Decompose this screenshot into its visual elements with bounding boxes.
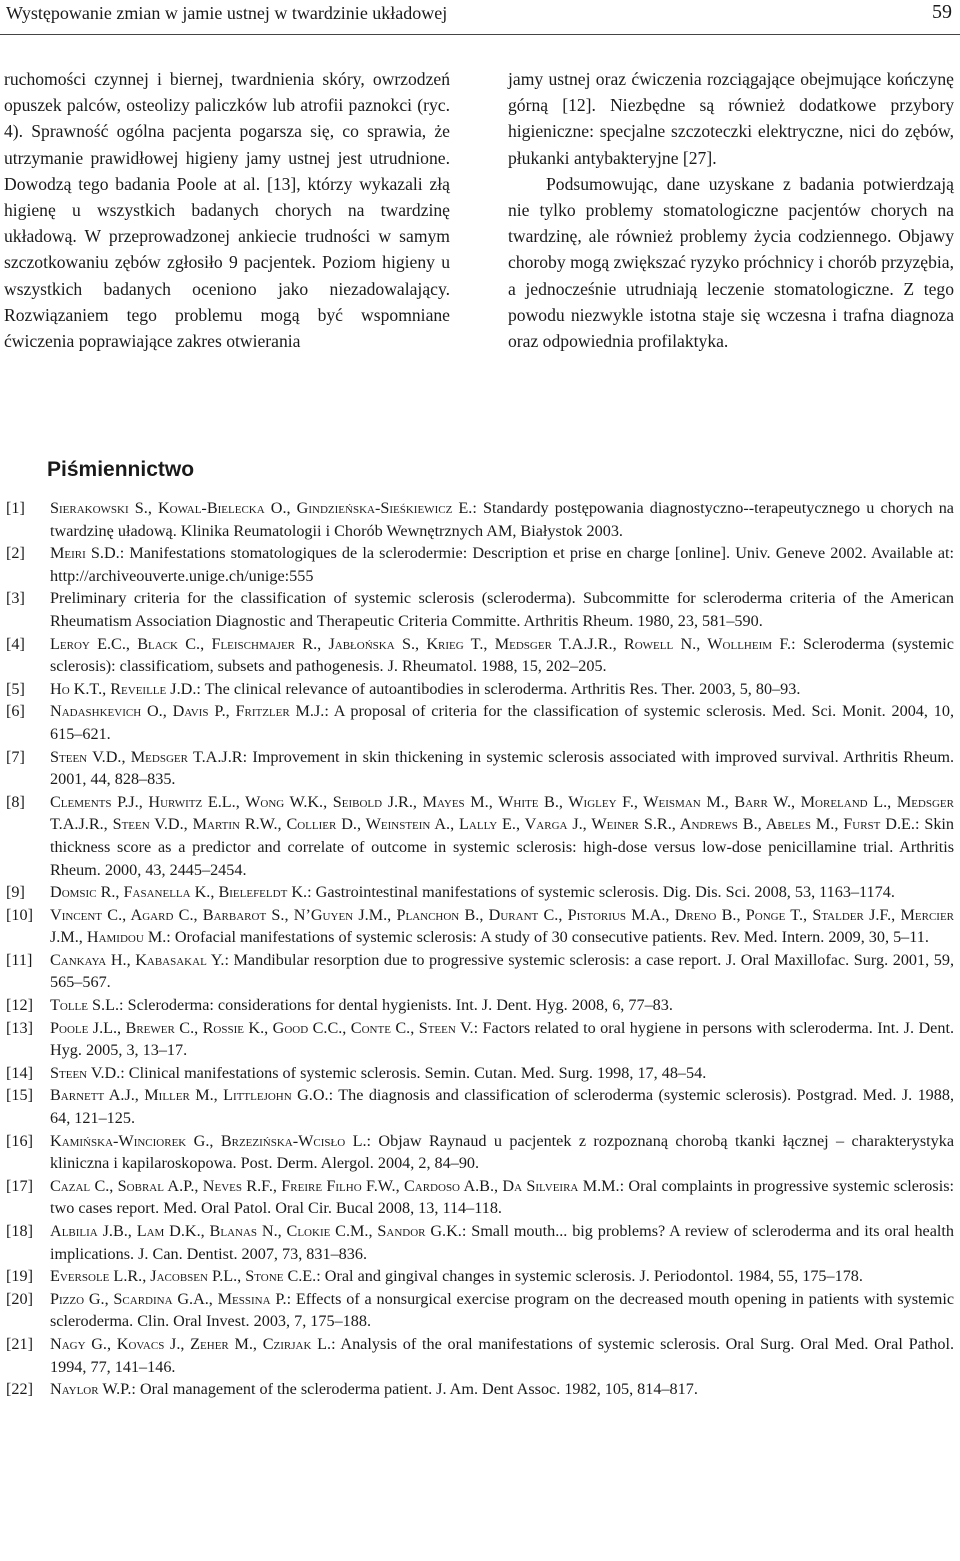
paragraph: ruchomości czynnej i biernej, twardnienia skóry, owrzodzeń opuszek palców, osteolizy paliczków lub atrofii paznokci (ryc. 4). Sprawność ogólna pacjenta pogarsza się, co sprawia, że utrzymanie prawidłowej higieny jamy ustnej jest utrudnione. Dowodzą tego badania Poole at al. [13], którzy wykazali złą higienę u wszystkich badanych chorych na twardzinę układową. W przeprowadzonej ankiecie trudności w samym szczotkowaniu zębów zgłosiło 9 pacjentek. Poziom higieny u wszystkich badanych oceniono jako niezadowalający. Rozwiązaniem tego problemu mogą być wspomniane ćwiczenia poprawiające zakres otwierania xyxy=(4,69,450,352)
reference-number: [7] xyxy=(6,747,25,766)
reference-item xyxy=(6,1062,954,1085)
reference-authors: Tolle S.L. xyxy=(50,996,120,1015)
reference-item xyxy=(6,1175,954,1220)
references-list xyxy=(6,497,954,1401)
reference-number: [1] xyxy=(6,499,25,517)
reference-item xyxy=(6,881,954,904)
reference-number: [4] xyxy=(6,634,25,653)
reference-item xyxy=(6,633,954,678)
reference-authors: Meiri S.D. xyxy=(50,544,120,563)
reference-number: [21] xyxy=(6,1334,33,1353)
reference-authors: Cankaya H., Kabasakal Y. xyxy=(50,950,225,969)
reference-authors: Barnett A.J., Miller M., Littlejohn G.O. xyxy=(50,1086,329,1105)
reference-authors: Kamińska-Winciorek G., Brzezińska-Wcisło L. xyxy=(50,1131,367,1150)
reference-item xyxy=(6,1130,954,1175)
page-number: 59 xyxy=(932,1,952,23)
reference-item xyxy=(6,1378,954,1401)
paragraph: Podsumowując, dane uzyskane z badania potwierdzają nie tylko problemy stomatologiczne pacjentów chorych na twardzinę, ale również problemy życia codziennego. Objawy choroby mogą zwiększać ryzyko próchnicy i chorób przyzębia, a jednocześnie utrudniają leczenie stomatologiczne. Z tego powodu niezwykle istotna staje się wczesna i trafna diagnoza oraz odpowiednia profilaktyka. xyxy=(508,173,954,352)
reference-text: : The clinical relevance of autoantibodies in scleroderma. Arthritis Res. Ther. 2003, 5, 80–93. xyxy=(196,679,801,698)
reference-authors: Clements P.J., Hurwitz E.L., Wong W.K., Seibold J.R., Mayes M., White B., Wigley F., Weisman M., Barr W., Moreland L., Medsger T.A.J.R., Steen V.D., Martin R.W., Collier D., Weinstein A., Lally E., Varga J., Weiner S.R., Andrews B., Abeles M., Furst D.E. xyxy=(50,792,954,834)
reference-text: : Gastrointestinal manifestations of systemic sclerosis. Dig. Dis. Sci. 2008, 53, 1163–1174. xyxy=(307,883,895,902)
reference-item xyxy=(6,1333,954,1378)
reference-item xyxy=(6,1265,954,1288)
reference-number: [13] xyxy=(6,1018,33,1037)
reference-item xyxy=(6,587,954,632)
reference-authors: Naylor W.P. xyxy=(50,1380,132,1399)
reference-text: : A proposal of criteria for the classification of systemic sclerosis. Med. Sci. Monit. 2004, 10, 615–621. xyxy=(50,702,954,743)
reference-item xyxy=(6,497,954,542)
reference-text: : Standardy postępowania diagnostyczno--terapeutycznego u chorych na twardzinę uładową. Klinika Reumatologii i Chorób Wewnętrznych AM, Białystok 2003. xyxy=(50,499,954,540)
reference-text: : Clinical manifestations of systemic sclerosis. Semin. Cutan. Med. Surg. 1998, 17, 48–54. xyxy=(120,1063,707,1082)
reference-item xyxy=(6,1220,954,1265)
reference-authors: Eversole L.R., Jacobsen P.L., Stone C.E. xyxy=(50,1267,317,1286)
reference-number: [5] xyxy=(6,679,25,698)
reference-text: : Factors related to oral hygiene in persons with scleroderma. Int. J. Dent. Hyg. 2005, 3, 13–17. xyxy=(50,1018,954,1060)
reference-text: : Manifestations stomatologiques de la sclerodermie: Description et prise en charge [online]. Univ. Geneve 2002. Available at: http://archiveouverte.unige.ch/unige:555 xyxy=(50,544,954,585)
header-rule xyxy=(0,34,960,35)
reference-text: : Skin thickness score as a predictor and correlate of outcome in systemic sclerosis: high-dose versus low-dose penicillamine trial. Arthritis Rheum. 2000, 43, 2445–2454. xyxy=(50,815,955,879)
reference-text: : Oral and gingival changes in systemic sclerosis. J. Periodontol. 1984, 55, 175–178. xyxy=(316,1267,863,1286)
running-header xyxy=(0,0,960,36)
reference-item xyxy=(6,949,954,994)
reference-item xyxy=(6,678,954,701)
reference-number: [12] xyxy=(6,996,33,1015)
reference-authors: Vincent C., Agard C., Barbarot S., N’Guyen J.M., Planchon B., Durant C., Pistorius M.A., Dreno B., Ponge T., Stalder J.F., Mercier J.M., Hamidou M. xyxy=(50,905,954,947)
running-title: Występowanie zmian w jamie ustnej w twardzinie układowej xyxy=(6,3,448,23)
reference-number: [20] xyxy=(6,1289,33,1308)
reference-authors: Sierakowski S., Kowal-Bielecka O., Gindzieńska-Sieśkiewicz E. xyxy=(50,499,473,517)
reference-text: : Mandibular resorption due to progressive systemic sclerosis: a case report. J. Oral Maxillofac. Surg. 2001, 59, 565–567. xyxy=(50,950,954,992)
references-heading: Piśmiennictwo xyxy=(47,458,195,481)
reference-authors: Nagy G., Kovacs J., Zeher M., Czirjak L. xyxy=(50,1334,332,1353)
body-column-right xyxy=(508,66,954,354)
reference-text: : Oral management of the scleroderma patient. J. Am. Dent Assoc. 1982, 105, 814–817. xyxy=(131,1380,698,1399)
reference-authors: Ho K.T., Reveille J.D. xyxy=(50,679,197,698)
reference-authors: Steen V.D., Medsger T.A.J.R xyxy=(50,747,243,766)
reference-number: [22] xyxy=(6,1380,33,1399)
reference-text: : Improvement in skin thickening in systemic sclerosis associated with improved survival. Arthritis Rheum. 2001, 44, 828–835. xyxy=(50,747,954,789)
reference-number: [15] xyxy=(6,1086,33,1105)
reference-item xyxy=(6,1017,954,1062)
reference-number: [3] xyxy=(6,589,25,608)
reference-number: [6] xyxy=(6,702,25,721)
reference-number: [17] xyxy=(6,1176,33,1195)
reference-text: : Small mouth... big problems? A review of scleroderma and its oral health implications. J. Can. Dentist. 2007, 73, 831–836. xyxy=(50,1222,955,1263)
reference-number: [19] xyxy=(6,1267,33,1286)
reference-item xyxy=(6,542,954,587)
reference-text: Preliminary criteria for the classification of systemic sclerosis (scleroderma). Subcommitte for scleroderma criteria of the American Rheumatism Association Diagnostic and Therapeutic Criteria Committe. Arthritis Rheum. 1980, 23, 581–590. xyxy=(50,589,954,630)
reference-item xyxy=(6,904,954,949)
reference-authors: Albilia J.B., Lam D.K., Blanas N., Clokie C.M., Sandor G.K. xyxy=(50,1222,462,1240)
reference-number: [9] xyxy=(6,883,25,902)
reference-number: [10] xyxy=(6,905,33,924)
reference-item xyxy=(6,746,954,791)
reference-text: : Analysis of the oral manifestations of systemic sclerosis. Oral Surg. Oral Med. Oral Pathol. 1994, 77, 141–146. xyxy=(50,1334,954,1376)
reference-authors: Poole J.L., Brewer C., Rossie K., Good C.C., Conte C., Steen V. xyxy=(50,1018,474,1037)
reference-number: [14] xyxy=(6,1063,33,1082)
reference-authors: Leroy E.C., Black C., Fleischmajer R., Jabłońska S., Krieg T., Medsger T.A.J.R., Rowell N., Wollheim F. xyxy=(50,634,792,653)
reference-text: : The diagnosis and classification of scleroderma (systemic sclerosis). Postgrad. Med. J. 1988, 64, 121–125. xyxy=(50,1086,955,1128)
reference-item xyxy=(6,700,954,745)
reference-authors: Cazal C., Sobral A.P., Neves R.F., Freire Filho F.W., Cardoso A.B., Da Silveira M.M. xyxy=(50,1176,620,1195)
reference-item xyxy=(6,791,954,881)
reference-authors: Nadashkevich O., Davis P., Fritzler M.J. xyxy=(50,702,325,721)
reference-authors: Domsic R., Fasanella K., Bielefeldt K. xyxy=(50,883,308,902)
reference-text: : Orofacial manifestations of systemic sclerosis: A study of 30 consecutive patients. Rev. Med. Intern. 2009, 30, 5–11. xyxy=(166,928,929,947)
reference-item xyxy=(6,1084,954,1129)
reference-authors: Pizzo G., Scardina G.A., Messina P. xyxy=(50,1289,287,1308)
reference-text: : Objaw Raynaud u pacjentek z rozpoznaną chorobą tkanki łącznej – charakterystyka kliniczna i kapilaroskopowa. Post. Derm. Alergol. 2004, 2, 84–90. xyxy=(50,1131,954,1173)
reference-text: : Oral complaints in progressive systemic sclerosis: two cases report. Med. Oral Patol. Oral Cir. Bucal 2008, 13, 114–118. xyxy=(50,1176,954,1218)
reference-item xyxy=(6,994,954,1017)
body-column-left xyxy=(4,66,450,354)
reference-number: [16] xyxy=(6,1131,33,1150)
reference-number: [18] xyxy=(6,1222,33,1240)
reference-authors: Steen V.D. xyxy=(50,1063,121,1082)
reference-item xyxy=(6,1288,954,1333)
paragraph: jamy ustnej oraz ćwiczenia rozciągające obejmujące kończynę górną [12]. Niezbędne są również dodatkowe przybory higieniczne: specjalne szczoteczki elektryczne, nici do zębów, płukanki antybakteryjne [27]. xyxy=(508,69,954,168)
reference-text: : Scleroderma: considerations for dental hygienists. Int. J. Dent. Hyg. 2008, 6, 77–83. xyxy=(119,996,673,1015)
reference-number: [11] xyxy=(6,950,33,969)
reference-number: [2] xyxy=(6,544,25,563)
reference-text: : Scleroderma (systemic sclerosis): classificatiom, subsets and pathogenesis. J. Rheumatol. 1988, 15, 202–205. xyxy=(50,634,954,676)
reference-text: : Effects of a nonsurgical exercise program on the decreased mouth opening in patients with systemic scleroderma. Clin. Oral Invest. 2003, 7, 175–188. xyxy=(50,1289,955,1331)
reference-number: [8] xyxy=(6,792,25,811)
